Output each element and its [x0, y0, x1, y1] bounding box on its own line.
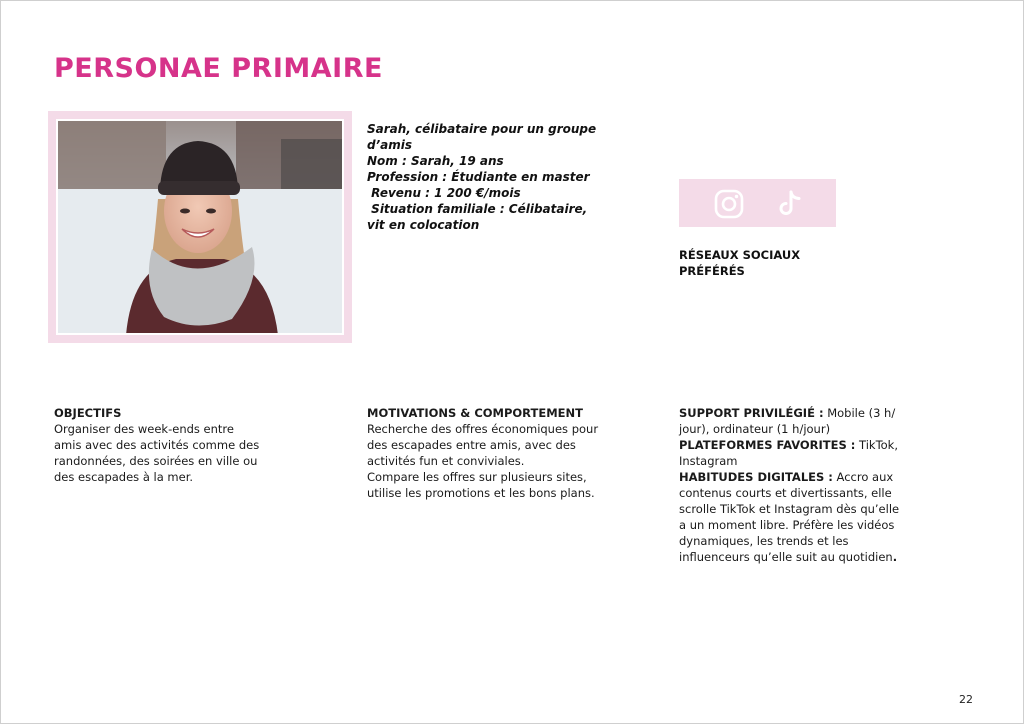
persona-line: Profession : Étudiante en master	[367, 170, 590, 184]
motivations-text: Recherche des offres économiques pour des escapades entre amis, avec des activités fun et conviviales.	[367, 422, 599, 468]
persona-identity	[367, 121, 597, 233]
persona-portrait-image	[56, 119, 344, 335]
page-title: PERSONAE PRIMAIRE	[54, 53, 383, 84]
support-paragraph	[679, 405, 901, 437]
support-value: Mobile (3 h/ jour), ordinateur (1 h/jour)	[679, 406, 896, 436]
persona-line: Revenu : 1 200 €/mois	[367, 186, 521, 200]
objectives-text: Organiser des week-ends entre amis avec des activités comme des randonnées, des soirées en ville ou des escapades à la mer.	[54, 422, 260, 484]
platforms-label: PLATEFORMES FAVORITES :	[679, 438, 856, 452]
persona-line: Situation familiale : Célibataire,	[367, 202, 588, 216]
tiktok-icon	[775, 189, 805, 219]
platforms-paragraph	[679, 437, 901, 469]
persona-line: d’amis	[367, 138, 413, 152]
habits-value: Accro aux contenus courts et divertissants, elle scrolle TikTok et Instagram dès qu’elle a un moment libre. Préfère les vidéos dynamiques, les trends et les influenceurs qu’elle suit au quotidien	[679, 470, 900, 564]
persona-photo	[56, 119, 344, 335]
platforms-value: TikTok, Instagram	[679, 438, 898, 468]
social-networks-label	[679, 247, 829, 279]
motivations-section	[367, 405, 607, 501]
persona-line: Nom : Sarah, 19 ans	[367, 154, 504, 168]
social-label-line: RÉSEAUX SOCIAUX	[679, 248, 801, 262]
motivations-heading: MOTIVATIONS & COMPORTEMENT	[367, 406, 583, 420]
objectives-section	[54, 405, 264, 485]
habits-end: .	[892, 550, 898, 564]
habits-label: HABITUDES DIGITALES :	[679, 470, 833, 484]
motivations-text-2: Compare les offres sur plusieurs sites, utilise les promotions et les bons plans.	[367, 470, 595, 500]
persona-line: vit en colocation	[367, 218, 480, 232]
objectives-heading: OBJECTIFS	[54, 406, 122, 420]
persona-photo-frame	[48, 111, 352, 343]
persona-line: Sarah, célibataire pour un groupe	[367, 122, 597, 136]
page-number: 22	[959, 693, 973, 706]
social-networks-box	[679, 179, 836, 227]
support-label: SUPPORT PRIVILÉGIÉ :	[679, 406, 824, 420]
digital-section	[679, 405, 901, 565]
social-label-line: PRÉFÉRÉS	[679, 264, 745, 278]
instagram-icon	[714, 189, 744, 219]
habits-paragraph	[679, 469, 901, 565]
